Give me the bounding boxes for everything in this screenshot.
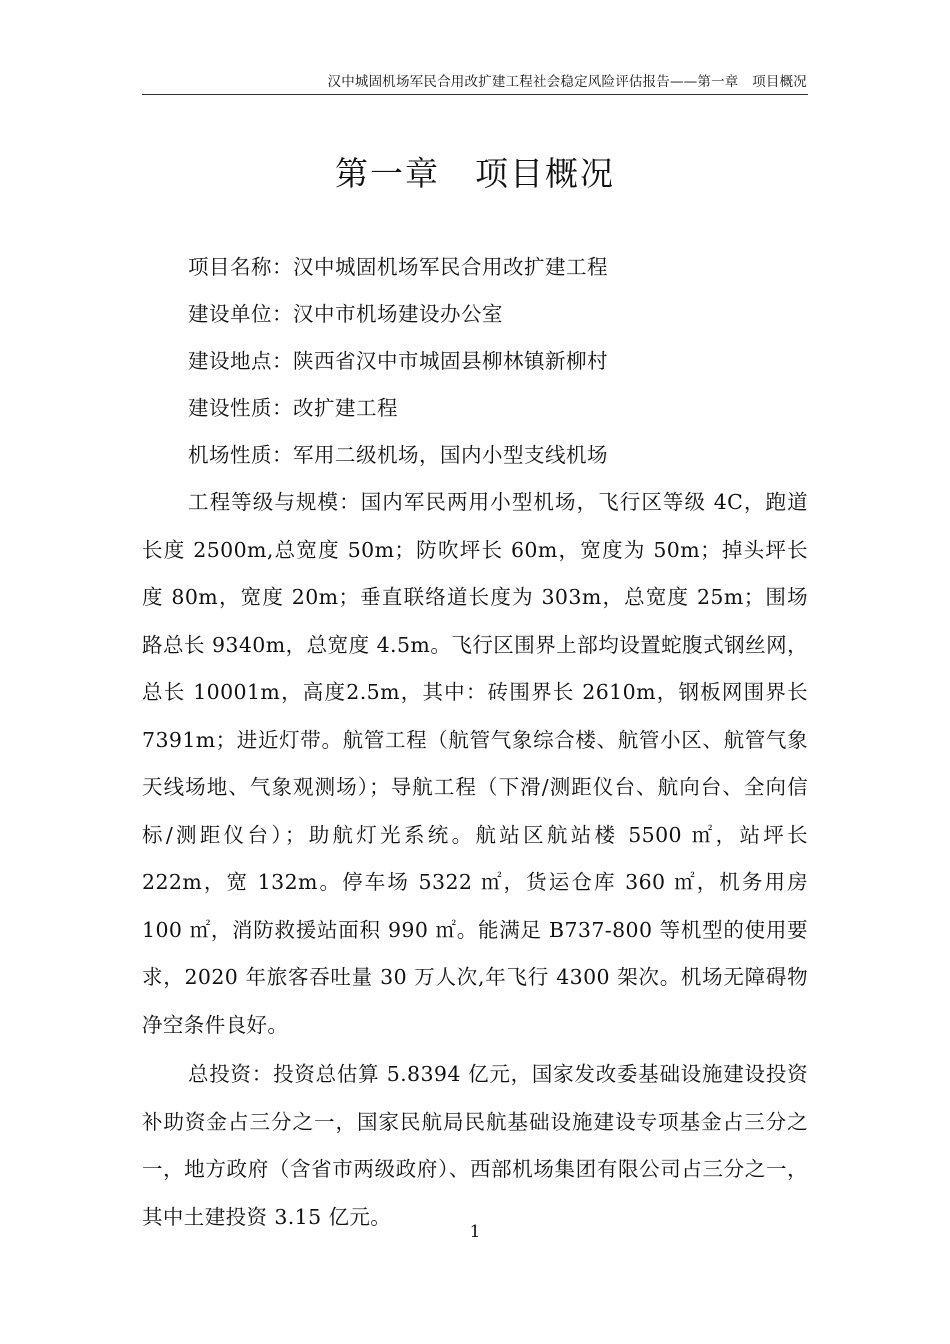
header-rule [142,94,808,95]
page-number: 1 [469,1222,481,1242]
chapter-title: 第一章 项目概况 [335,154,615,193]
field-label: 建设单位： [188,302,293,326]
field-value: 军用二级机场，国内小型支线机场 [293,443,608,467]
field-airport-nature [142,432,808,479]
running-header: 汉中城固机场军民合用改扩建工程社会稳定风险评估报告——第一章 项目概况 [327,74,807,90]
field-label: 机场性质： [188,443,293,467]
field-value: 改扩建工程 [293,396,398,420]
paragraph-investment [142,1051,808,1241]
paragraph-scale [142,479,808,1049]
field-value: 汉中城固机场军民合用改扩建工程 [293,255,608,279]
scale-label: 工程等级与规模： [188,490,361,514]
field-label: 建设性质： [188,396,293,420]
field-construction-unit [142,291,808,338]
field-value: 汉中市机场建设办公室 [293,302,503,326]
investment-label: 总投资： [188,1062,274,1086]
investment-text: 投资总估算 5.8394 亿元，国家发改委基础设施建设投资补助资金占三分之一，国家民航局民航基础设施建设专项基金占三分之一，地方政府（含省市两级政府）、西部机场集团有限公司占三分之一，其中土建投资 3.15 亿元。 [142,1062,808,1229]
field-construction-nature [142,385,808,432]
field-construction-site [142,338,808,385]
field-label: 项目名称： [188,255,293,279]
field-project-name [142,244,808,291]
field-value: 陕西省汉中市城固县柳林镇新柳村 [293,349,608,373]
document-body [142,244,808,1241]
field-label: 建设地点： [188,349,293,373]
scale-text: 国内军民两用小型机场，飞行区等级 4C，跑道长度 2500m,总宽度 50m；防吹坪长 60m，宽度为 50m；掉头坪长度 80m，宽度 20m；垂直联络道长度为 303m，总宽度 25m；围场路总长 9340m，总宽度 4.5m。飞行区围界上部均设置蛇腹式钢丝网，总长 10001m，高度2.5m，其中：砖围界长 2610m，钢板网围界长 7391m；进近灯带。航管工程（航管气象综合楼、航管小区、航管气象天线场地、气象观测场）；导航工程（下滑/测距仪台、航向台、全向信标/测距仪台）；助航灯光系统。航站区航站楼 5500 ㎡，站坪长 222m，宽 132m。停车场 5322 ㎡，货运仓库 360 ㎡，机务用房 100 ㎡，消防救援站面积 990 ㎡。能满足 B737-800 等机型的使用要求，2020 年旅客吞吐量 30 万人次,年飞行 4300 架次。机场无障碍物净空条件良好。 [142,490,808,1037]
